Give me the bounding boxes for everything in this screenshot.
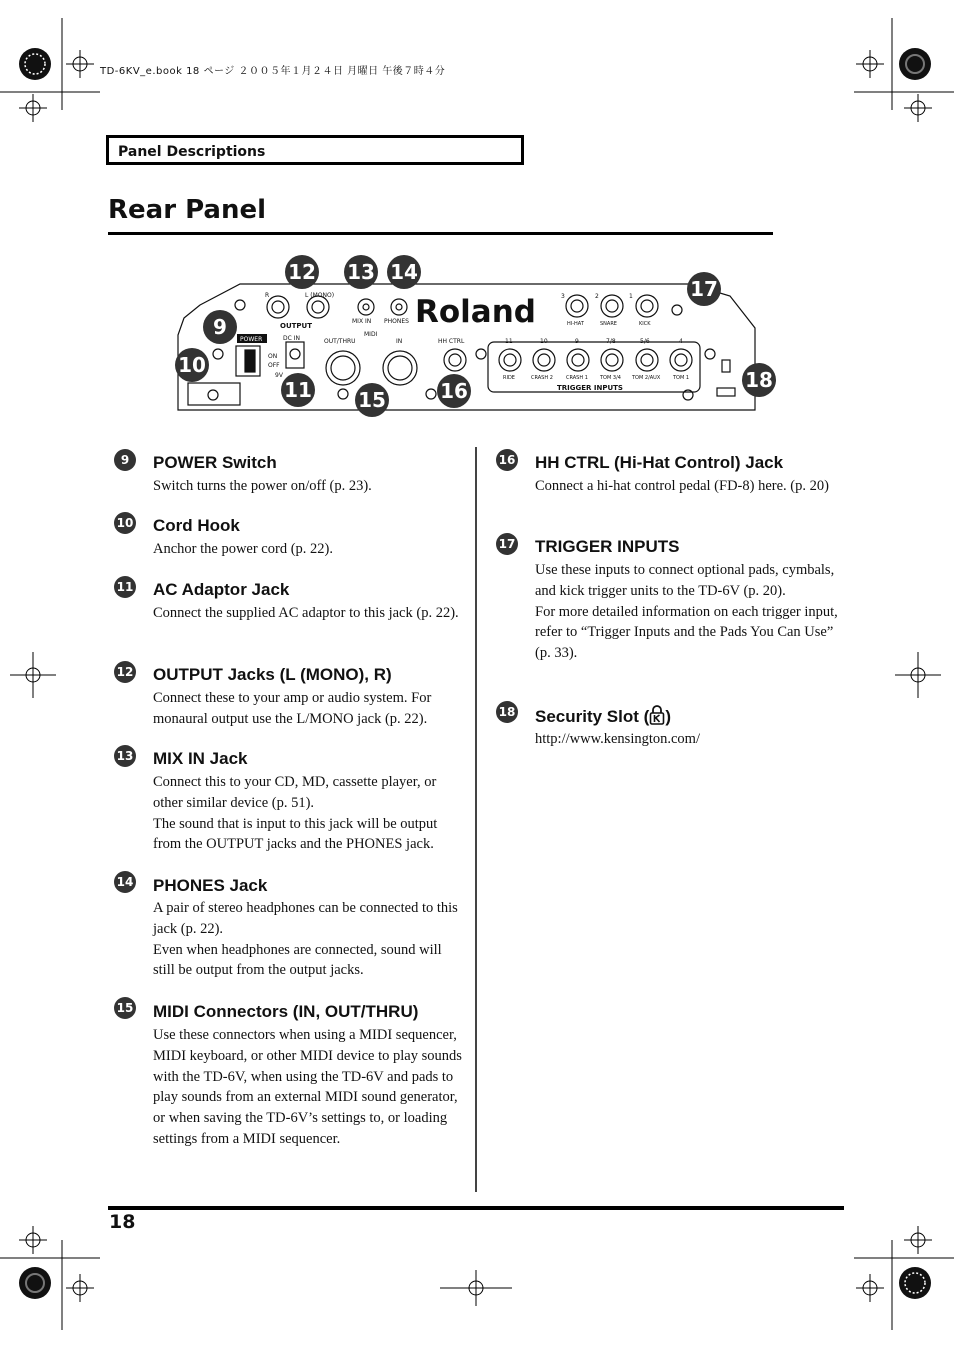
item-body-midi-connectors: Use these connectors when using a MIDI sequencer, MIDI keyboard, or other MIDI device to play sounds with the TD-6V, when using the TD-6V and pads to play sounds from an external MIDI sound generator, or when saving the TD-6V’s settings to, or loading settings from a MIDI sequencer. xyxy=(153,1027,462,1147)
rear-panel-diagram xyxy=(170,250,773,420)
svg-text:18: 18 xyxy=(745,368,773,392)
item-body-cord-hook: Anchor the power cord (p. 22). xyxy=(153,541,333,557)
svg-text:TRIGGER INPUTS: TRIGGER INPUTS xyxy=(557,384,623,392)
kensington-lock-icon xyxy=(649,705,665,725)
item-body-mix-in-jack: Connect this to your CD, MD, cassette player, or other similar device (p. 51). The sound that is input to this jack will be output from the OUTPUT jacks and the PHONES jack. xyxy=(153,774,438,853)
item-number-badge: 9 xyxy=(114,449,136,471)
svg-text:11: 11 xyxy=(284,378,312,402)
svg-text:TOM 2/AUX: TOM 2/AUX xyxy=(632,375,661,381)
svg-text:ON: ON xyxy=(268,353,278,360)
svg-text:DC IN: DC IN xyxy=(283,335,300,342)
svg-text:SNARE: SNARE xyxy=(600,321,617,327)
svg-text:15: 15 xyxy=(358,388,386,412)
item-title-trigger-inputs: TRIGGER INPUTS xyxy=(535,537,680,556)
svg-text:17: 17 xyxy=(690,277,718,301)
svg-text:OFF: OFF xyxy=(268,362,280,369)
item-number-badge: 17 xyxy=(496,533,518,555)
item-title-security-slot: Security Slot ( ) xyxy=(535,707,671,726)
item-title-ac-adaptor-jack: AC Adaptor Jack xyxy=(153,580,290,599)
svg-text:9: 9 xyxy=(213,315,227,339)
svg-text:7/8: 7/8 xyxy=(606,338,616,345)
svg-text:OUTPUT: OUTPUT xyxy=(280,322,312,330)
item-body-output-jacks: Connect these to your amp or audio system. For monaural output use the L/MONO jack (p. 22). xyxy=(153,690,432,727)
svg-text:4: 4 xyxy=(679,338,683,345)
svg-text:5/6: 5/6 xyxy=(640,338,650,345)
item-title-cord-hook: Cord Hook xyxy=(153,516,240,535)
print-header-note: TD-6KV_e.book 18 ページ ２００５年１月２４日 月曜日 午後７時４分 xyxy=(100,66,446,77)
svg-text:CRASH 2: CRASH 2 xyxy=(531,375,553,381)
item-title-output-jacks: OUTPUT Jacks (L (MONO), R) xyxy=(153,665,392,684)
svg-text:9: 9 xyxy=(575,338,579,345)
svg-text:RIDE: RIDE xyxy=(503,375,515,381)
svg-text:1: 1 xyxy=(629,293,633,300)
item-body-ac-adaptor-jack: Connect the supplied AC adaptor to this jack (p. 22). xyxy=(153,605,459,621)
svg-text:IN: IN xyxy=(396,338,403,345)
item-number-badge: 16 xyxy=(496,449,518,471)
svg-text:10: 10 xyxy=(540,338,548,345)
svg-text:TOM 3/4: TOM 3/4 xyxy=(600,375,621,381)
item-body-trigger-inputs: Use these inputs to connect optional pads, cymbals, and kick trigger units to the TD-6V (p. 20). For more detailed information on each trigger input, refer to “Trigger Inputs and the Pads You Can Use” (p. 33). xyxy=(535,562,838,662)
svg-text:12: 12 xyxy=(288,260,316,284)
item-title-hh-ctrl-jack: HH CTRL (Hi-Hat Control) Jack xyxy=(535,453,784,472)
page-number: 18 xyxy=(109,1211,136,1233)
item-title-mix-in-jack: MIX IN Jack xyxy=(153,749,248,768)
svg-text:3: 3 xyxy=(561,293,565,300)
svg-text:13: 13 xyxy=(347,260,375,284)
svg-text:9V: 9V xyxy=(275,372,283,379)
item-body-hh-ctrl-jack: Connect a hi-hat control pedal (FD-8) here. (p. 20) xyxy=(535,478,829,494)
svg-text:HI-HAT: HI-HAT xyxy=(567,321,584,327)
item-title-phones-jack: PHONES Jack xyxy=(153,876,268,895)
section-label: Panel Descriptions xyxy=(118,144,266,160)
item-title-midi-connectors: MIDI Connectors (IN, OUT/THRU) xyxy=(153,1002,419,1021)
svg-text:POWER: POWER xyxy=(240,336,263,343)
section-label-box xyxy=(106,135,524,165)
svg-text:L (MONO): L (MONO) xyxy=(305,292,335,299)
svg-text:OUT/THRU: OUT/THRU xyxy=(324,338,356,345)
svg-text:CRASH 1: CRASH 1 xyxy=(566,375,588,381)
title-rule xyxy=(108,232,773,235)
kensington-url: http://www.kensington.com/ xyxy=(535,731,700,747)
svg-text:16: 16 xyxy=(440,379,468,403)
item-title-power-switch: POWER Switch xyxy=(153,453,277,472)
item-number-badge: 13 xyxy=(114,745,136,767)
column-divider xyxy=(475,447,477,1192)
svg-text:MIDI: MIDI xyxy=(364,331,378,338)
svg-text:TOM 1: TOM 1 xyxy=(673,375,690,381)
item-body-security-slot xyxy=(535,729,845,750)
svg-text:14: 14 xyxy=(390,260,418,284)
page-title: Rear Panel xyxy=(108,195,267,225)
svg-text:KICK: KICK xyxy=(639,321,651,327)
item-body-phones-jack: A pair of stereo headphones can be connected to this jack (p. 22). Even when headphones are connected, sound will still be output from the output jacks. xyxy=(153,900,458,979)
svg-text:2: 2 xyxy=(595,293,599,300)
svg-text:MIX IN: MIX IN xyxy=(352,318,372,325)
item-number-badge: 11 xyxy=(114,576,136,598)
svg-text:10: 10 xyxy=(178,353,206,377)
item-number-badge: 15 xyxy=(114,997,136,1019)
item-number-badge: 18 xyxy=(496,701,518,723)
svg-text:PHONES: PHONES xyxy=(384,318,409,325)
item-body-power-switch: Switch turns the power on/off (p. 23). xyxy=(153,478,372,494)
svg-text:R: R xyxy=(265,292,270,299)
item-number-badge: 12 xyxy=(114,661,136,683)
footer-rule xyxy=(108,1206,844,1210)
svg-text:HH CTRL: HH CTRL xyxy=(438,338,465,345)
item-number-badge: 10 xyxy=(114,512,136,534)
item-number-badge: 14 xyxy=(114,871,136,893)
brand-logo: Roland xyxy=(415,294,536,330)
svg-text:11: 11 xyxy=(505,338,513,345)
